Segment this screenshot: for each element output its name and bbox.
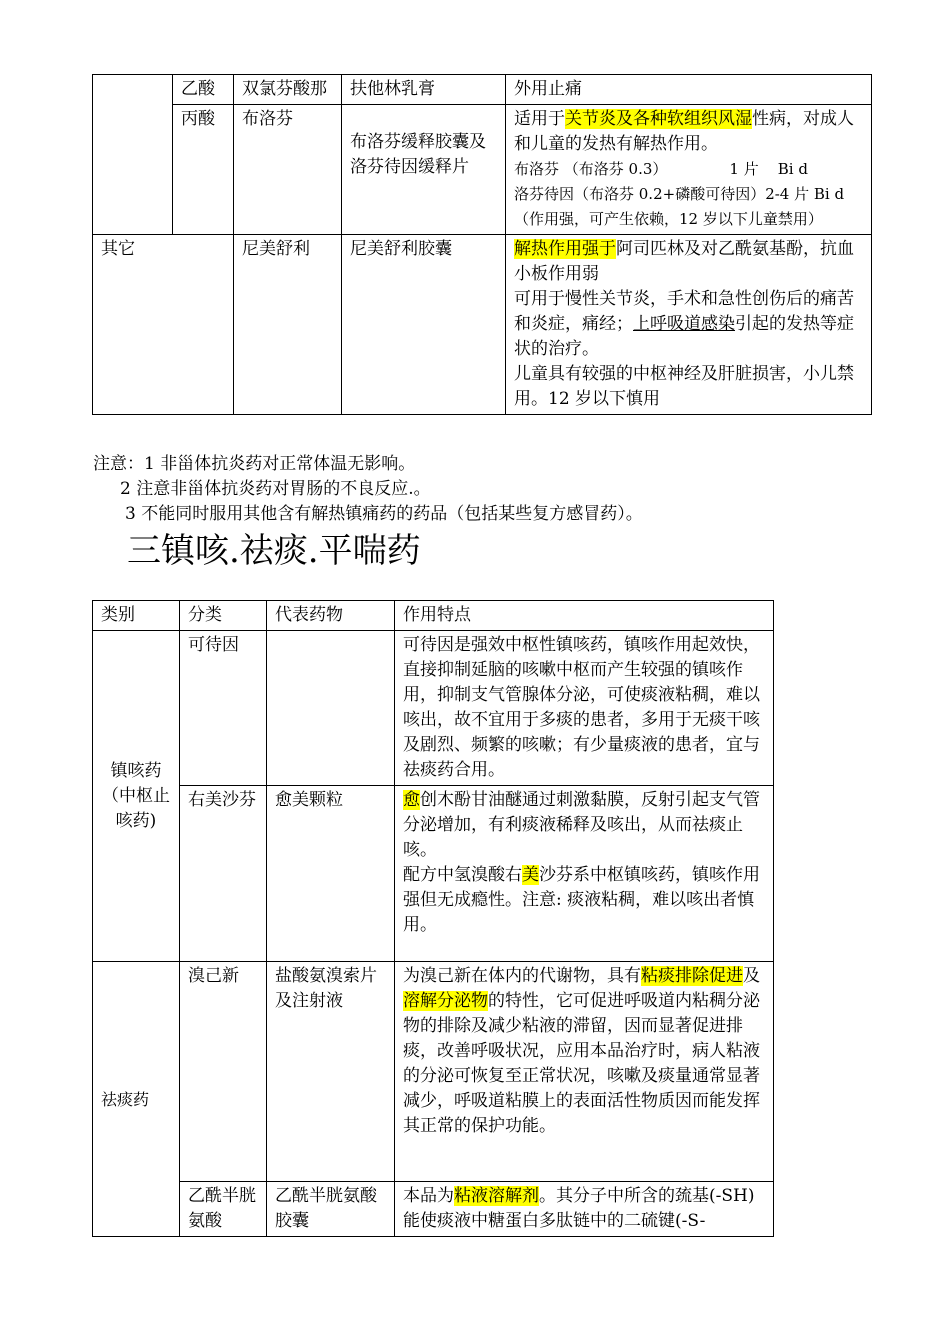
table-header-row: [93, 601, 774, 631]
table-cell: 乙酰半胱氨酸胶囊: [267, 1182, 395, 1237]
text-paragraph: 愈创木酚甘油醚通过刺激黏膜，反射引起支气管分泌增加，有利痰液稀释及咳出，从而祛痰止咳。: [403, 790, 760, 860]
highlight: 解热作用强于: [514, 239, 616, 259]
column-header: 代表药物: [267, 601, 395, 631]
table-cell: 本品为粘液溶解剂。其分子中所含的巯基(-SH)能使痰液中糖蛋白多肽链中的二硫键(-S-: [395, 1182, 774, 1237]
table-cell: 尼美舒利: [234, 235, 342, 415]
text-paragraph: 适用于关节炎及各种软组织风湿性病，对成人和儿童的发热有解热作用。: [514, 109, 854, 154]
table-row: [93, 1182, 774, 1237]
table-cell: 布洛芬缓释胶囊及洛芬待因缓释片: [342, 105, 506, 235]
table-cell: 愈美颗粒: [267, 786, 395, 962]
highlight: 美: [522, 865, 539, 885]
table-row: [93, 75, 872, 105]
note-line: 注意：1 非甾体抗炎药对正常体温无影响。: [93, 454, 416, 474]
table-cell: 为溴己新在体内的代谢物，具有粘痰排除促进及溶解分泌物的特性，它可促进呼吸道内粘稠分泌物的排除及减少粘液的滞留，因而显著促进排痰，改善呼吸状况，应用本品治疗时，病人粘液的分泌可恢复至正常状况，咳嗽及痰量通常显著减少，呼吸道粘膜上的表面活性物质因而能发挥其正常的保护功能。: [395, 962, 774, 1182]
table-cell: 布洛芬: [234, 105, 342, 235]
highlight: 关节炎及各种软组织风湿: [565, 109, 752, 129]
underlined-text: 上呼吸道感染: [633, 314, 735, 334]
category-cell: 祛痰药: [93, 962, 180, 1237]
table-row: [93, 105, 872, 235]
table-cell: 可待因: [180, 631, 267, 786]
table-cell: 溴己新: [180, 962, 267, 1182]
table-cell: [506, 235, 872, 415]
highlight: 粘液溶解剂: [454, 1186, 539, 1206]
table-cell: 盐酸氨溴索片及注射液: [267, 962, 395, 1182]
text-paragraph: 可用于慢性关节炎，手术和急性创伤后的痛苦和炎症，痛经；上呼吸道感染引起的发热等症状的治疗。: [514, 289, 854, 359]
note-line: 2 注意非甾体抗炎药对胃肠的不良反应.。: [120, 479, 431, 499]
table-cell: 可待因是强效中枢性镇咳药，镇咳作用起效快，直接抑制延脑的咳嗽中枢而产生较强的镇咳作用，抑制支气管腺体分泌，可使痰液粘稠，难以咳出，故不宜用于多痰的患者，多用于无痰干咳及剧烈、频繁的咳嗽；有少量痰液的患者，宜与祛痰药合用。: [395, 631, 774, 786]
table-cell: 乙酸: [173, 75, 234, 105]
highlight: 溶解分泌物: [403, 991, 488, 1011]
highlight: 愈: [403, 790, 420, 810]
table-row: [93, 786, 774, 962]
table-cell: 外用止痛: [506, 75, 872, 105]
nsaid-table: [92, 74, 872, 415]
table-cell: 扶他林乳膏: [342, 75, 506, 105]
table-cell: [506, 105, 872, 235]
text-paragraph: 布洛芬 （布洛芬 0.3） 1 片 Bi d: [514, 160, 808, 178]
column-header: 分类: [180, 601, 267, 631]
notes-block: [93, 452, 643, 527]
table-row: [93, 631, 774, 786]
column-header: 类别: [93, 601, 180, 631]
text-paragraph: 配方中氢溴酸右美沙芬系中枢镇咳药，镇咳作用强但无成瘾性。注意: 痰液粘稠，难以咳出者慎用。: [403, 865, 760, 935]
column-header: 作用特点: [395, 601, 774, 631]
table-row: [93, 235, 872, 415]
table-row: [93, 962, 774, 1182]
note-line: 3 不能同时服用其他含有解热镇痛药的药品（包括某些复方感冒药）。: [125, 504, 643, 524]
table-cell: 尼美舒利胶囊: [342, 235, 506, 415]
highlight: 粘痰排除促进: [641, 966, 743, 986]
section-title: 三镇咳.祛痰.平喘药: [127, 531, 421, 571]
table-cell: [395, 786, 774, 962]
table-cell: 丙酸: [173, 105, 234, 235]
category-cell: 镇咳药（中枢止咳药): [93, 631, 180, 962]
table-cell: [93, 75, 173, 235]
text-paragraph: 解热作用强于阿司匹林及对乙酰氨基酚，抗血小板作用弱: [514, 239, 854, 284]
table-cell: 右美沙芬: [180, 786, 267, 962]
table-cell: 其它: [93, 235, 234, 415]
antitussive-table: [92, 600, 774, 1237]
text-paragraph: 儿童具有较强的中枢神经及肝脏损害，小儿禁用。12 岁以下慎用: [514, 364, 854, 409]
text-paragraph: 洛芬待因（布洛芬 0.2+磷酸可待因）2-4 片 Bi d（作用强，可产生依赖，12 岁以下儿童禁用）: [514, 185, 845, 228]
table-cell: 乙酰半胱氨酸: [180, 1182, 267, 1237]
table-cell: 双氯芬酸那: [234, 75, 342, 105]
table-cell: [267, 631, 395, 786]
